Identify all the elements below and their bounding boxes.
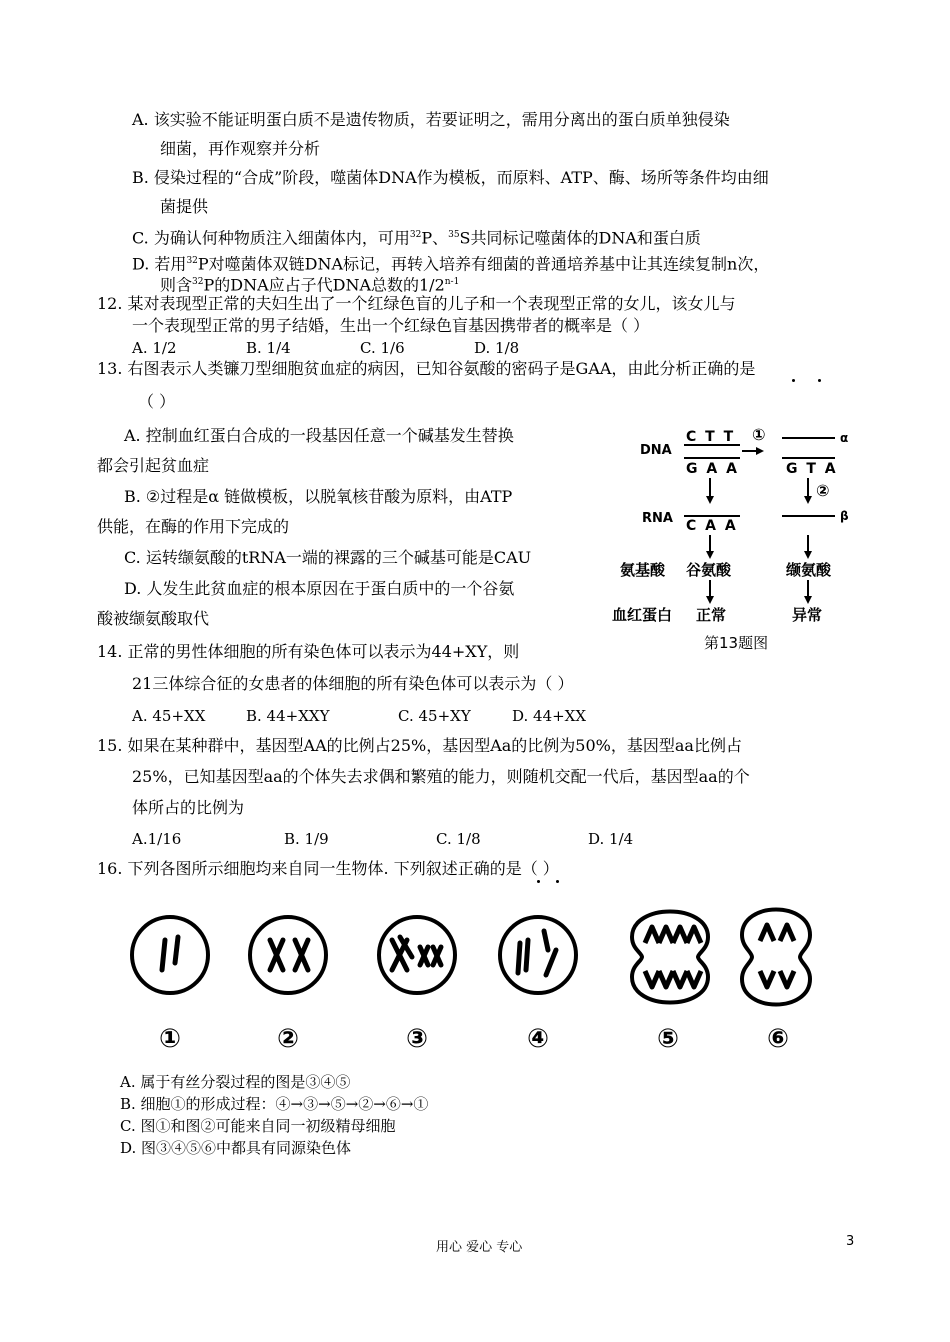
q16-option-a: A. 属于有丝分裂过程的图是③④⑤ [120, 1073, 351, 1091]
q13-option-a-line2: 都会引起贫血症 [97, 456, 210, 475]
q13-option-c: C. 运转缬氨酸的tRNA一端的裸露的三个碱基可能是CAU [124, 548, 532, 567]
chromosome [526, 940, 528, 970]
arrow-head [804, 596, 812, 604]
q11-option-b-line2: 菌提供 [160, 197, 209, 216]
q11-option-a-line2: 细菌，再作观察并分析 [160, 139, 321, 158]
cell-label-2: ② [276, 1024, 300, 1054]
amino-acid-mutant: 缬氨酸 [786, 561, 832, 579]
chromosome-set [760, 971, 794, 987]
figure-caption: 第13题图 [704, 634, 769, 652]
chromosome [175, 937, 178, 963]
q15-option-a: A.1/16 [132, 830, 182, 848]
cell-label-5: ⑤ [656, 1024, 680, 1054]
q11-option-a-line1: A. 该实验不能证明蛋白质不是遗传物质，若要证明之，需用分离出的蛋白质单独侵染 [132, 110, 730, 129]
footer-slogan: 用心 爱心 专心 [436, 1240, 523, 1255]
q16-option-c: C. 图①和图②可能来自同一初级精母细胞 [120, 1117, 396, 1135]
q12-option-d: D. 1/8 [474, 339, 520, 357]
q14-option-d: D. 44+XX [512, 707, 587, 725]
chromosome [518, 943, 520, 973]
chromosome [544, 931, 548, 950]
emphasis-dot [818, 379, 821, 382]
q14-option-b: B. 44+XXY [246, 707, 330, 725]
row-label-protein: 血红蛋白 [612, 606, 673, 624]
chromosome-set [645, 971, 701, 987]
q15-option-c: C. 1/8 [436, 830, 481, 848]
cell-label-1: ① [158, 1024, 182, 1054]
q11-option-d-line2: 则含$^{32}$P的DNA应占子代DNA总数的1/2$^{n-1}$ [160, 275, 460, 295]
cell-1 [132, 917, 208, 993]
q12-option-b: B. 1/4 [246, 339, 291, 357]
amino-acid-normal: 谷氨酸 [686, 561, 732, 579]
q13-stem-line1: 13. 右图表示人类镰刀型细胞贫血症的病因，已知谷氨酸的密码子是GAA，由此分析正确的是 [97, 359, 756, 378]
sickle-cell-diagram [610, 420, 860, 630]
q13-option-b-line1: B. ②过程是α 链做模板，以脱氧核苷酸为原料，由ATP [124, 487, 513, 506]
q15-option-d: D. 1/4 [588, 830, 634, 848]
rna-strand: C A A [686, 518, 738, 534]
sickle-cell-svg [610, 420, 860, 630]
q11-option-d-line1: D. 若用$^{32}$P对噬菌体双链DNA标记，再转入培养有细菌的普通培养基中让其连续复制n次， [132, 254, 770, 274]
arrow-head [756, 447, 764, 455]
q13-stem-line2: （ ） [138, 392, 176, 411]
q13-option-b-line2: 供能，在酶的作用下完成的 [97, 517, 290, 536]
beta-label: β [840, 509, 849, 523]
cells-svg [120, 895, 840, 1060]
row-label-dna: DNA [640, 443, 672, 458]
q16-option-d: D. 图③④⑤⑥中都具有同源染色体 [120, 1139, 352, 1157]
emphasis-dot [556, 880, 559, 883]
cell-label-6: ⑥ [766, 1024, 790, 1054]
mutant-strand: G T A [786, 461, 838, 477]
protein-abnormal: 异常 [792, 606, 823, 624]
q15-stem-line3: 体所占的比例为 [132, 798, 245, 817]
arrow-head [706, 596, 714, 604]
cell-label-3: ③ [405, 1024, 429, 1054]
q11-option-b-line1: B. 侵染过程的“合成”阶段，噬菌体DNA作为模板，而原料、ATP、酶、场所等条件均由细 [132, 168, 769, 187]
chromosome-set [760, 925, 794, 941]
q12-option-a: A. 1/2 [132, 339, 177, 357]
arrow-head [706, 496, 714, 504]
q14-stem-line2: 21三体综合征的女患者的体细胞的所有染色体可以表示为（ ） [132, 674, 574, 693]
q13-option-d-line2: 酸被缬氨酸取代 [97, 609, 210, 628]
q12-option-c: C. 1/6 [360, 339, 405, 357]
q13-option-a-line1: A. 控制血红蛋白合成的一段基因任意一个碱基发生替换 [124, 426, 514, 445]
cell-label-4: ④ [526, 1024, 550, 1054]
cell-6 [742, 910, 810, 1005]
cell-3 [379, 917, 455, 993]
emphasis-dot [792, 379, 795, 382]
q13-option-d-line1: D. 人发生此贫血症的根本原因在于蛋白质中的一个谷氨 [124, 579, 515, 598]
arrow-head [804, 551, 812, 559]
q14-option-a: A. 45+XX [132, 707, 206, 725]
alpha-label: α [840, 431, 849, 445]
cell-2 [250, 917, 326, 993]
chromosome-set [645, 927, 701, 943]
dna-top-strand: C T T [686, 429, 736, 445]
q11-option-c: C. 为确认何种物质注入细菌体内，可用$^{32}$P、$^{35}$S共同标记噬菌体的DNA和蛋白质 [132, 228, 701, 248]
chromosome [162, 940, 165, 970]
cell-4 [500, 917, 576, 993]
q15-stem-line1: 15. 如果在某种群中，基因型AA的比例占25%，基因型Aa的比例为50%，基因型aa比例占 [97, 736, 742, 755]
q15-stem-line2: 25%，已知基因型aa的个体失去求偶和繁殖的能力，则随机交配一代后，基因型aa的个 [132, 767, 750, 786]
q14-stem-line1: 14. 正常的男性体细胞的所有染色体可以表示为44+XY，则 [97, 642, 520, 661]
chromosome [546, 950, 556, 975]
arrow-head [804, 496, 812, 504]
cell-5 [632, 912, 708, 1003]
q12-stem-line2: 一个表现型正常的男子结婚，生出一个红绿色盲基因携带者的概率是（ ） [132, 316, 650, 335]
step1-label: ① [752, 425, 766, 444]
q16-stem: 16. 下列各图所示细胞均来自同一生物体. 下列叙述正确的是（ ） [97, 859, 559, 878]
cell-division-figure [120, 895, 840, 1060]
emphasis-dot [537, 880, 540, 883]
q12-stem-line1: 12. 某对表现型正常的夫妇生出了一个红绿色盲的儿子和一个表现型正常的女儿，该女儿与 [97, 294, 736, 313]
step2-label: ② [816, 481, 830, 500]
page-number: 3 [846, 1234, 855, 1249]
arrow-head [706, 551, 714, 559]
row-label-amino-acid: 氨基酸 [620, 561, 666, 579]
row-label-rna: RNA [642, 511, 673, 526]
q16-option-b: B. 细胞①的形成过程：④→③→⑤→②→⑥→① [120, 1095, 429, 1113]
dna-bottom-strand: G A A [686, 461, 739, 477]
q14-option-c: C. 45+XY [398, 707, 471, 725]
protein-normal: 正常 [696, 606, 727, 624]
q15-option-b: B. 1/9 [284, 830, 329, 848]
